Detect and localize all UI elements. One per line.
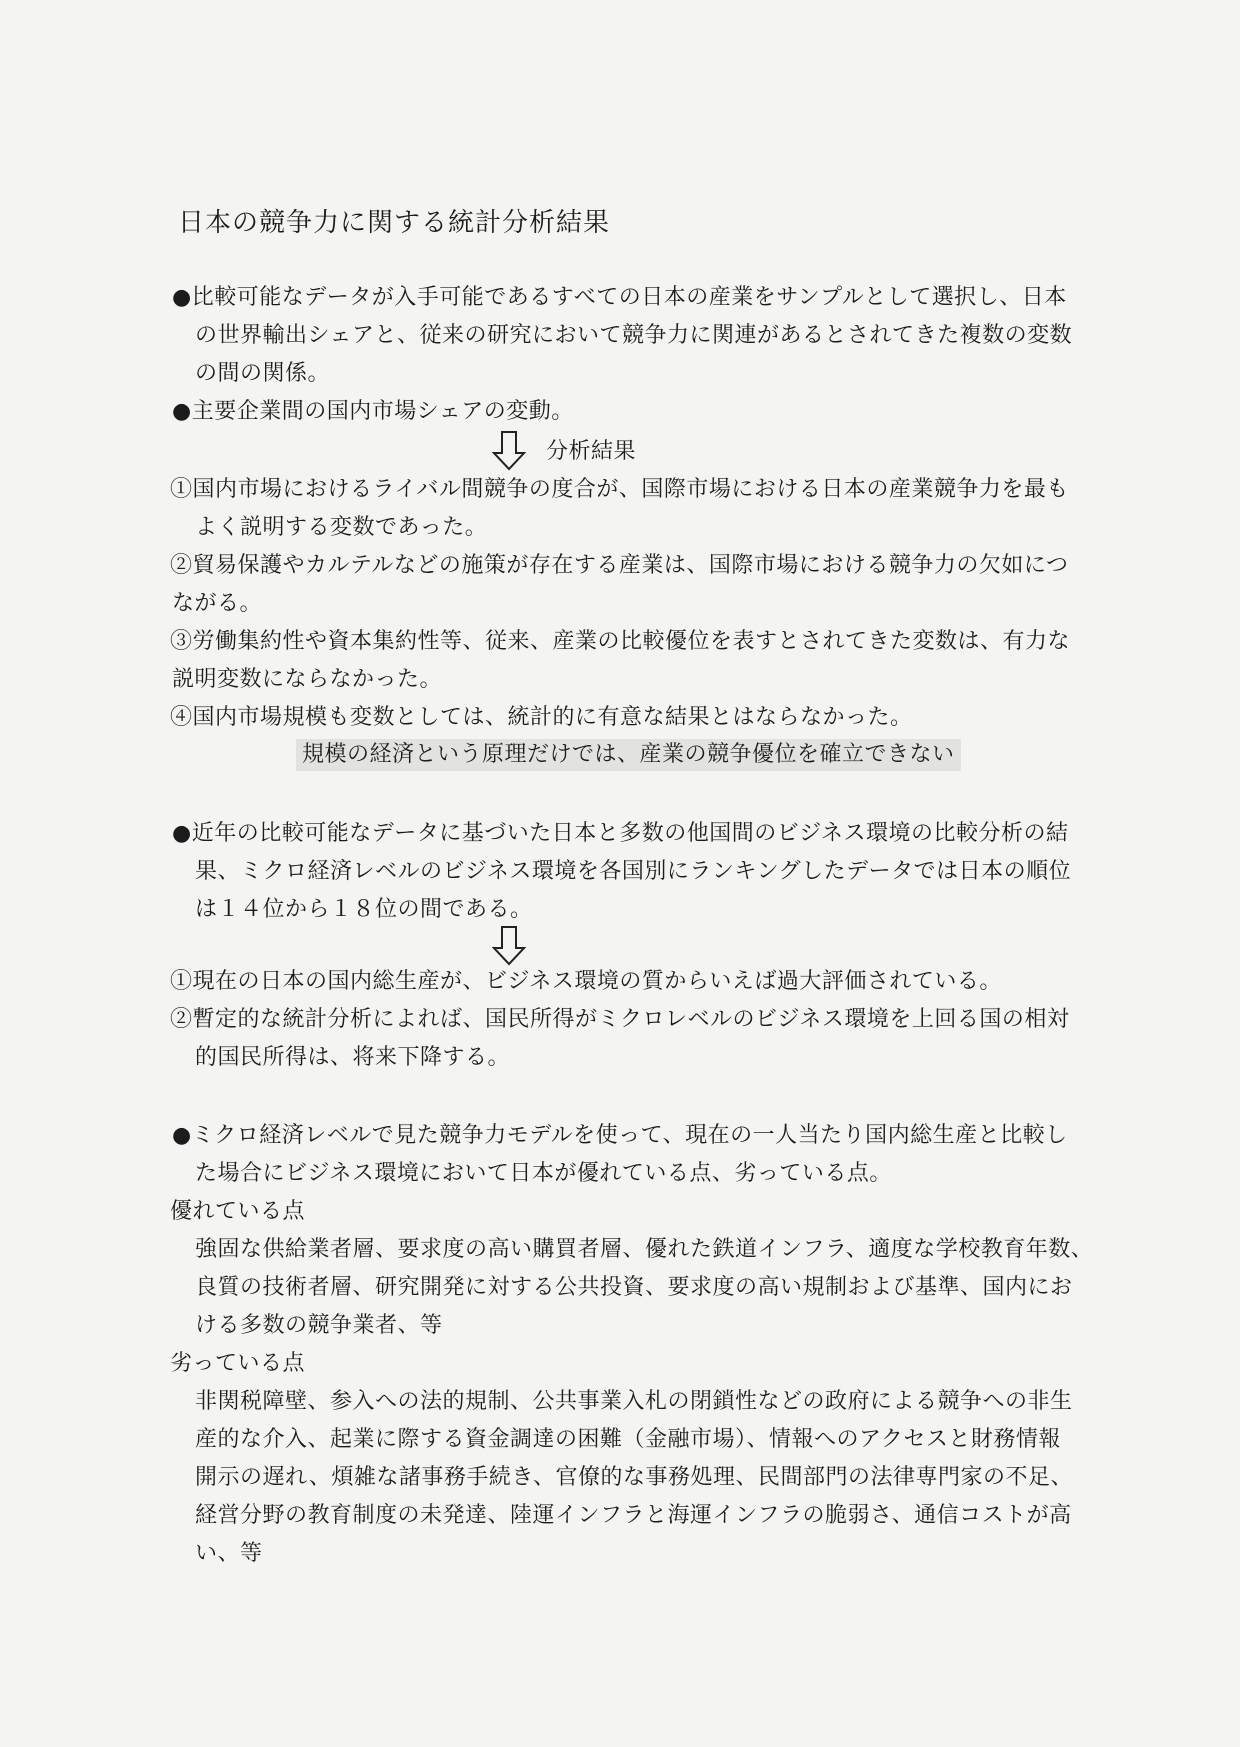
strengths-heading: 優れている点: [170, 1199, 306, 1224]
text-line: よく説明する変数であった。: [195, 515, 488, 540]
highlighted-conclusion: 規模の経済という原理だけでは、産業の競争優位を確立できない: [296, 739, 961, 771]
weaknesses-line: 産的な介入、起業に際する資金調達の困難（金融市場）、情報へのアクセスと財務情報: [195, 1427, 1061, 1452]
result-line: ③労働集約性や資本集約性等、従来、産業の比較優位を表すとされてきた変数は、有力な: [170, 629, 1071, 654]
down-arrow-icon: [492, 431, 526, 471]
text-line: た場合にビジネス環境において日本が優れている点、劣っている点。: [195, 1161, 892, 1186]
weaknesses-line: い、等: [195, 1541, 263, 1566]
result-line: ②暫定的な統計分析によれば、国民所得がミクロレベルのビジネス環境を上回る国の相対: [170, 1007, 1070, 1032]
text-line: は１４位から１８位の間である。: [195, 897, 533, 922]
result-line: ②貿易保護やカルテルなどの施策が存在する産業は、国際市場における競争力の欠如につ: [170, 553, 1069, 578]
down-arrow-icon: [492, 926, 526, 966]
text-line: 説明変数にならなかった。: [172, 667, 443, 692]
result-line: ①現在の日本の国内総生産が、ビジネス環境の質からいえば過大評価されている。: [170, 969, 1002, 994]
strengths-line: ける多数の競争業者、等: [195, 1313, 443, 1338]
strengths-line: 良質の技術者層、研究開発に対する公共投資、要求度の高い規制および基準、国内にお: [195, 1275, 1073, 1300]
text-line: 的国民所得は、将来下降する。: [195, 1045, 511, 1070]
bullet-line: ●主要企業間の国内市場シェアの変動。: [172, 399, 574, 424]
arrow-label: 分析結果: [546, 439, 637, 464]
weaknesses-line: 開示の遅れ、煩雑な諸事務手続き、官僚的な事務処理、民間部門の法律専門家の不足、: [195, 1465, 1073, 1490]
bullet-line: ●ミクロ経済レベルで見た競争力モデルを使って、現在の一人当たり国内総生産と比較し: [172, 1123, 1068, 1148]
text-line: 果、ミクロ経済レベルのビジネス環境を各国別にランキングしたデータでは日本の順位: [195, 859, 1072, 884]
strengths-line: 強固な供給業者層、要求度の高い購買者層、優れた鉄道インフラ、適度な学校教育年数、: [195, 1237, 1094, 1262]
result-line: ①国内市場におけるライバル間競争の度合が、国際市場における日本の産業競争力を最も: [170, 477, 1069, 502]
weaknesses-line: 非関税障壁、参入への法的規制、公共事業入札の閉鎖性などの政府による競争への非生: [195, 1389, 1073, 1414]
weaknesses-line: 経営分野の教育制度の未発達、陸運インフラと海運インフラの脆弱さ、通信コストが高: [195, 1503, 1072, 1528]
text-line: の世界輸出シェアと、従来の研究において競争力に関連があるとされてきた複数の変数: [195, 323, 1073, 348]
bullet-line: ●比較可能なデータが入手可能であるすべての日本の産業をサンプルとして選択し、日本: [172, 285, 1067, 310]
weaknesses-heading: 劣っている点: [170, 1351, 306, 1376]
text-line: ながる。: [172, 591, 263, 616]
text-line: の間の関係。: [195, 361, 331, 386]
bullet-line: ●近年の比較可能なデータに基づいた日本と多数の他国間のビジネス環境の比較分析の結: [172, 821, 1069, 846]
page-title: 日本の競争力に関する統計分析結果: [178, 208, 611, 238]
result-line: ④国内市場規模も変数としては、統計的に有意な結果とはならなかった。: [170, 705, 913, 730]
